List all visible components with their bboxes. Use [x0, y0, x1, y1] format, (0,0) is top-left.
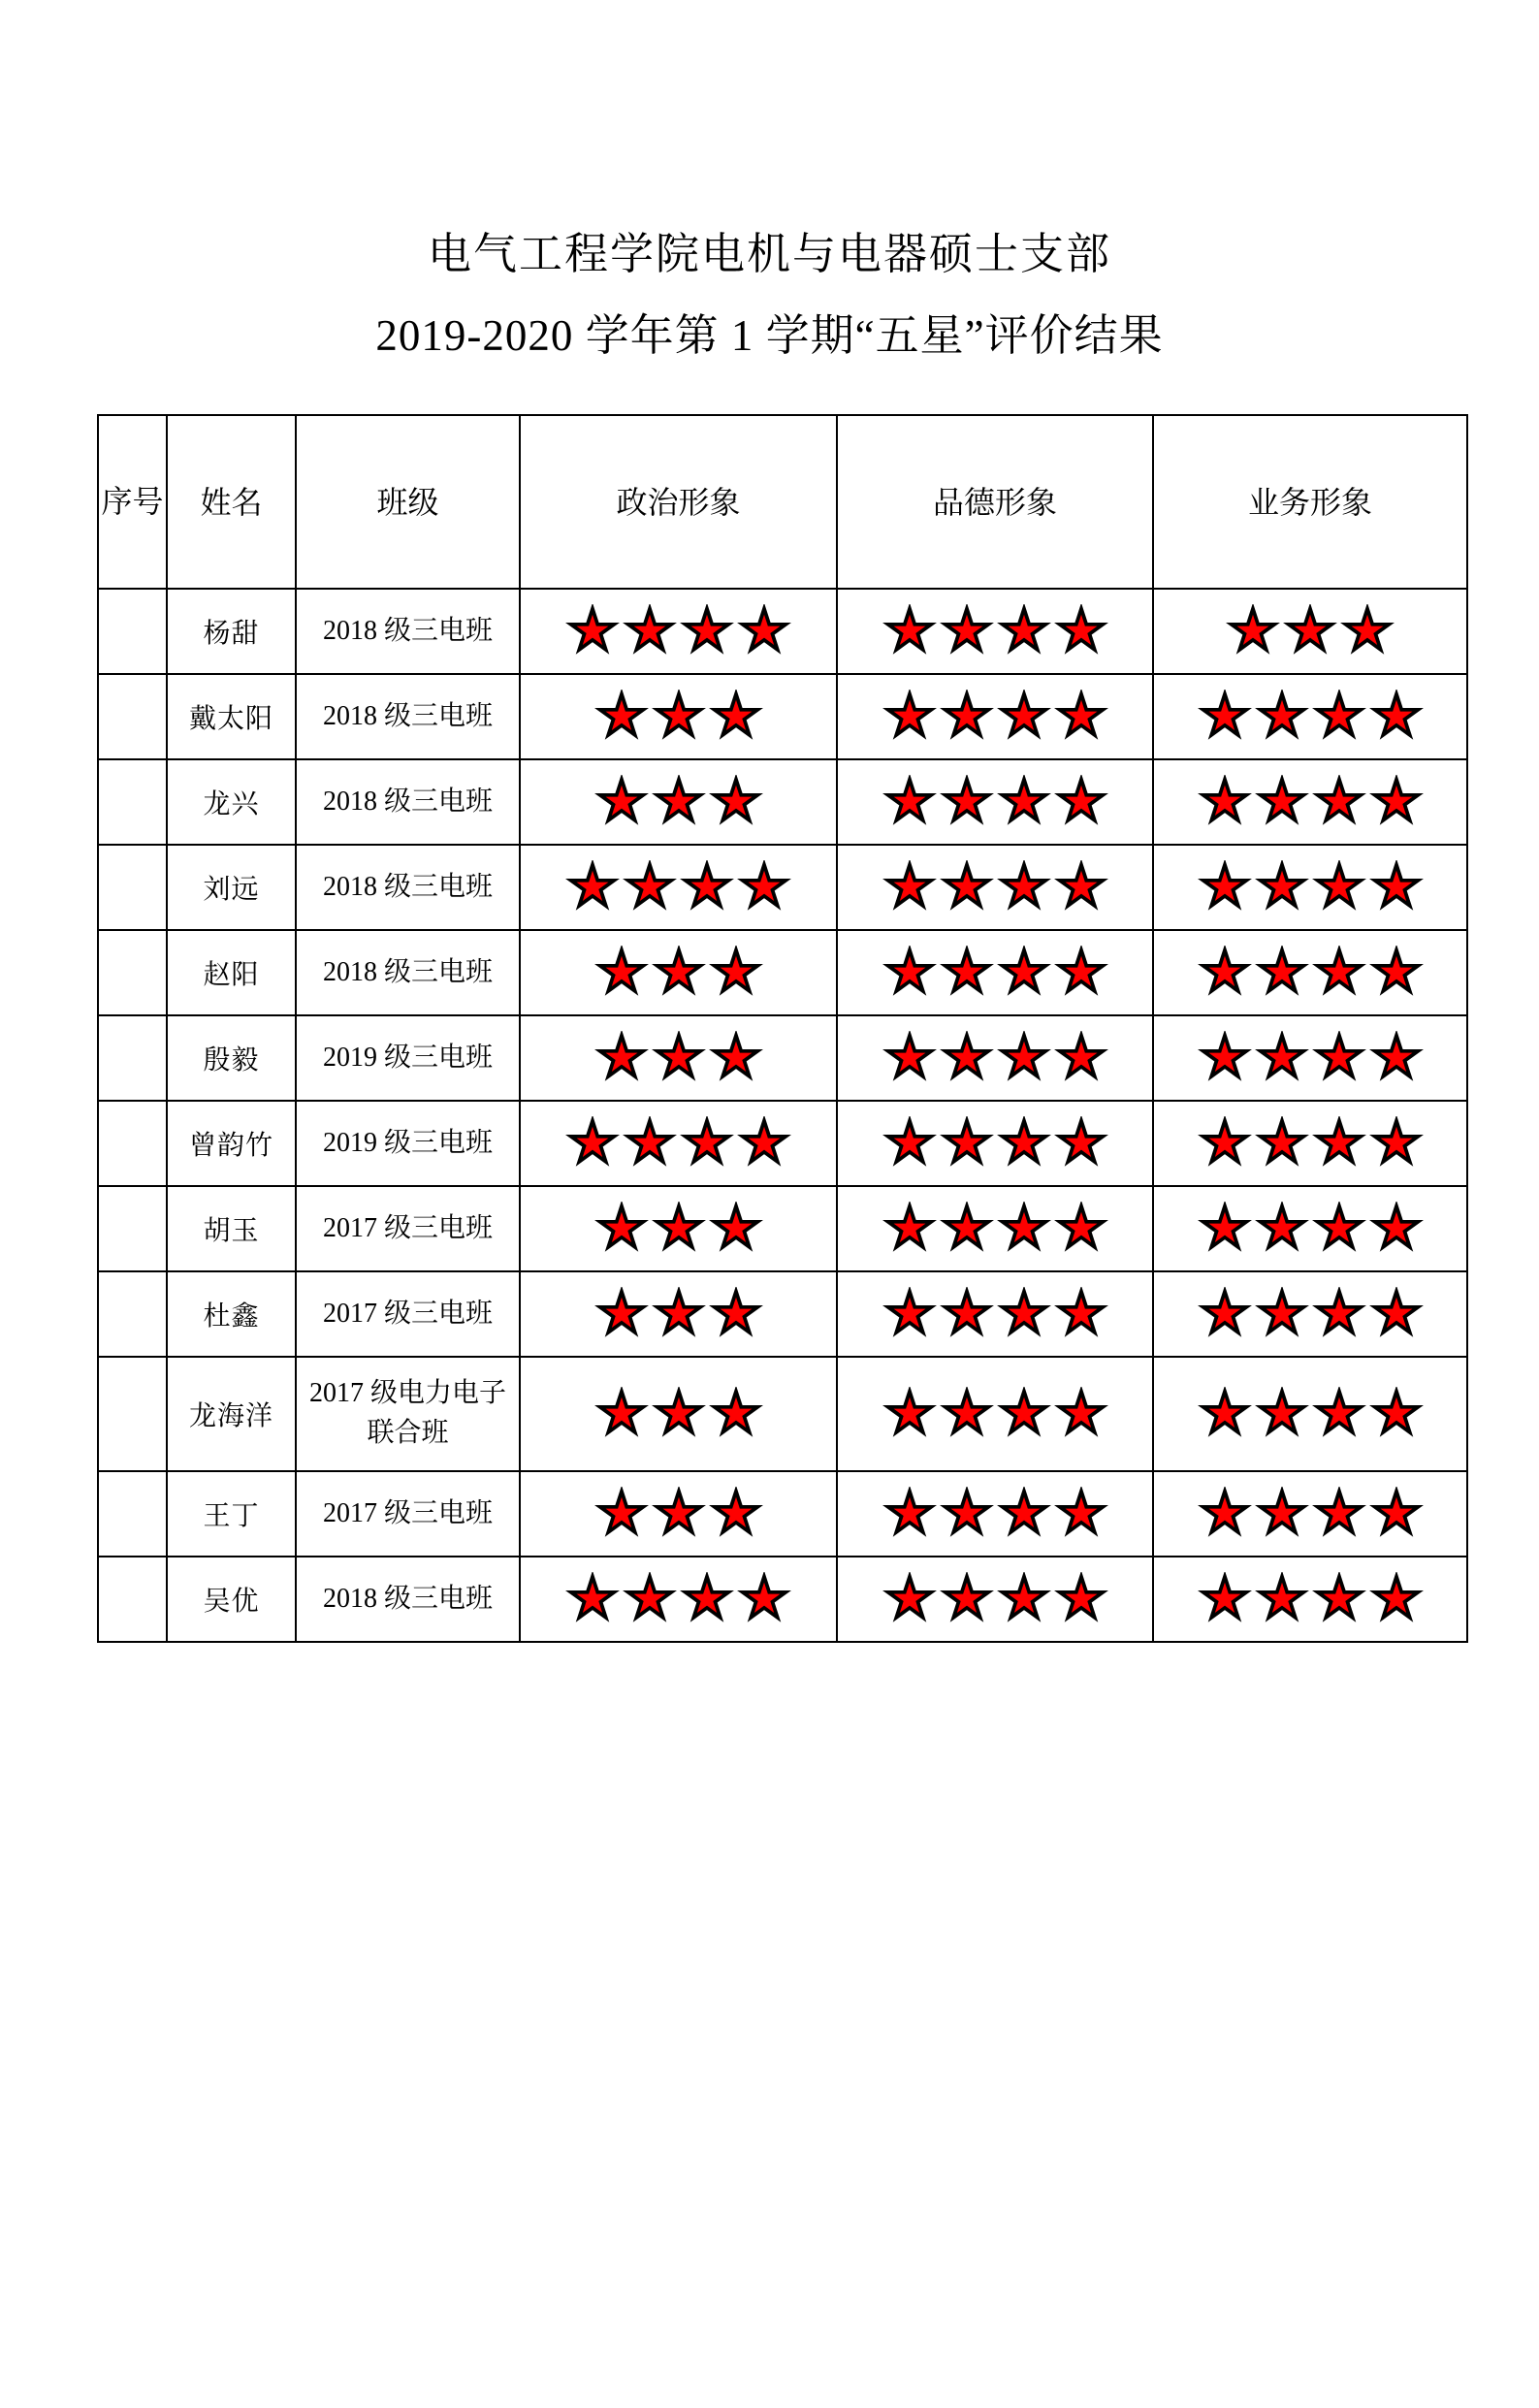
- cell-index: [98, 759, 167, 845]
- star-icon: [623, 1116, 677, 1171]
- star-icon: [709, 1031, 763, 1085]
- star-icon: [709, 1487, 763, 1541]
- cell-business-rating: [1153, 1101, 1467, 1186]
- star-icon: [882, 1287, 937, 1341]
- star-icon: [594, 946, 649, 1000]
- star-icon: [940, 1487, 994, 1541]
- star-icon: [1054, 1031, 1108, 1085]
- cell-morality-rating: [837, 845, 1153, 930]
- star-icon: [1054, 1387, 1108, 1441]
- cell-name: 龙兴: [167, 759, 296, 845]
- cell-name: 王丁: [167, 1471, 296, 1557]
- star-icon: [737, 604, 791, 658]
- table-header: [98, 415, 1467, 589]
- star-icon: [1369, 1031, 1424, 1085]
- cell-politics-rating: [520, 674, 837, 759]
- cell-business-rating: [1153, 759, 1467, 845]
- star-icon: [997, 1387, 1051, 1441]
- star-icon: [1054, 946, 1108, 1000]
- star-icon: [565, 1116, 620, 1171]
- politics-star-rating: [524, 1031, 833, 1085]
- star-icon: [882, 860, 937, 915]
- morality-star-rating: [841, 1287, 1149, 1341]
- star-icon: [882, 1487, 937, 1541]
- star-icon: [623, 860, 677, 915]
- cell-business-rating: [1153, 1015, 1467, 1101]
- cell-politics-rating: [520, 1557, 837, 1642]
- business-star-rating: [1157, 1387, 1463, 1441]
- cell-morality-rating: [837, 1557, 1153, 1642]
- cell-politics-rating: [520, 1271, 837, 1357]
- cell-morality-rating: [837, 674, 1153, 759]
- cell-name: 赵阳: [167, 930, 296, 1015]
- cell-class: 2017 级三电班: [296, 1271, 520, 1357]
- star-icon: [1054, 1202, 1108, 1256]
- star-icon: [1312, 860, 1366, 915]
- star-icon: [709, 1202, 763, 1256]
- star-icon: [1054, 860, 1108, 915]
- star-icon: [652, 946, 706, 1000]
- star-icon: [1369, 1202, 1424, 1256]
- cell-morality-rating: [837, 589, 1153, 674]
- politics-star-rating: [524, 690, 833, 744]
- cell-index: [98, 1015, 167, 1101]
- cell-class: 2018 级三电班: [296, 589, 520, 674]
- cell-name: 胡玉: [167, 1186, 296, 1271]
- cell-index: [98, 589, 167, 674]
- star-icon: [997, 860, 1051, 915]
- business-star-rating: [1157, 946, 1463, 1000]
- star-icon: [1054, 1287, 1108, 1341]
- star-icon: [1255, 946, 1309, 1000]
- star-icon: [997, 775, 1051, 829]
- star-icon: [1198, 690, 1252, 744]
- cell-class: 2018 级三电班: [296, 674, 520, 759]
- cell-index: [98, 1271, 167, 1357]
- cell-morality-rating: [837, 1471, 1153, 1557]
- business-star-rating: [1157, 860, 1463, 915]
- star-icon: [652, 1202, 706, 1256]
- cell-class: 2018 级三电班: [296, 1557, 520, 1642]
- cell-politics-rating: [520, 759, 837, 845]
- table-row: [98, 930, 1467, 1015]
- cell-morality-rating: [837, 1015, 1153, 1101]
- star-icon: [652, 1031, 706, 1085]
- star-icon: [882, 1116, 937, 1171]
- star-icon: [709, 946, 763, 1000]
- business-star-rating: [1157, 690, 1463, 744]
- table-row: [98, 1015, 1467, 1101]
- morality-star-rating: [841, 860, 1149, 915]
- cell-index: [98, 1357, 167, 1471]
- star-icon: [1255, 1031, 1309, 1085]
- star-icon: [1054, 1116, 1108, 1171]
- table-row: [98, 1357, 1467, 1471]
- star-icon: [1369, 860, 1424, 915]
- cell-politics-rating: [520, 1186, 837, 1271]
- cell-class: 2019 级三电班: [296, 1015, 520, 1101]
- star-icon: [1369, 690, 1424, 744]
- morality-star-rating: [841, 690, 1149, 744]
- cell-business-rating: [1153, 1471, 1467, 1557]
- cell-politics-rating: [520, 1015, 837, 1101]
- star-icon: [1198, 1287, 1252, 1341]
- cell-business-rating: [1153, 674, 1467, 759]
- star-icon: [1312, 1487, 1366, 1541]
- star-icon: [594, 775, 649, 829]
- cell-business-rating: [1153, 1357, 1467, 1471]
- politics-star-rating: [524, 1116, 833, 1171]
- star-icon: [1312, 1116, 1366, 1171]
- star-icon: [709, 1287, 763, 1341]
- star-icon: [997, 1287, 1051, 1341]
- cell-name: 刘远: [167, 845, 296, 930]
- star-icon: [652, 1287, 706, 1341]
- star-icon: [737, 1116, 791, 1171]
- politics-star-rating: [524, 1572, 833, 1626]
- star-icon: [940, 946, 994, 1000]
- star-icon: [1312, 1572, 1366, 1626]
- star-icon: [940, 1031, 994, 1085]
- cell-index: [98, 1101, 167, 1186]
- politics-star-rating: [524, 1287, 833, 1341]
- star-icon: [565, 860, 620, 915]
- star-icon: [1255, 1202, 1309, 1256]
- star-icon: [594, 1487, 649, 1541]
- cell-morality-rating: [837, 1186, 1153, 1271]
- star-icon: [882, 1572, 937, 1626]
- cell-politics-rating: [520, 1357, 837, 1471]
- table-row: [98, 1101, 1467, 1186]
- cell-class: 2017 级三电班: [296, 1186, 520, 1271]
- star-icon: [652, 690, 706, 744]
- col-header-index: 序号: [98, 415, 167, 589]
- cell-name: 杨甜: [167, 589, 296, 674]
- cell-morality-rating: [837, 930, 1153, 1015]
- star-icon: [997, 1487, 1051, 1541]
- star-icon: [1255, 1487, 1309, 1541]
- cell-class: 2017 级电力电子联合班: [296, 1357, 520, 1471]
- col-header-business: 业务形象: [1153, 415, 1467, 589]
- star-icon: [652, 1487, 706, 1541]
- cell-name: 杜鑫: [167, 1271, 296, 1357]
- star-icon: [882, 775, 937, 829]
- star-icon: [680, 860, 734, 915]
- cell-politics-rating: [520, 1471, 837, 1557]
- star-icon: [1054, 1487, 1108, 1541]
- star-icon: [940, 690, 994, 744]
- cell-class: 2018 级三电班: [296, 759, 520, 845]
- politics-star-rating: [524, 775, 833, 829]
- business-star-rating: [1157, 1202, 1463, 1256]
- star-icon: [623, 604, 677, 658]
- cell-morality-rating: [837, 1101, 1153, 1186]
- star-icon: [709, 1387, 763, 1441]
- table-row: [98, 589, 1467, 674]
- star-icon: [1198, 860, 1252, 915]
- star-icon: [737, 860, 791, 915]
- cell-morality-rating: [837, 759, 1153, 845]
- business-star-rating: [1157, 604, 1463, 658]
- star-icon: [680, 1572, 734, 1626]
- cell-politics-rating: [520, 1101, 837, 1186]
- star-icon: [997, 1202, 1051, 1256]
- cell-class: 2018 级三电班: [296, 930, 520, 1015]
- politics-star-rating: [524, 946, 833, 1000]
- star-icon: [1312, 1202, 1366, 1256]
- star-icon: [709, 690, 763, 744]
- star-icon: [1198, 1031, 1252, 1085]
- politics-star-rating: [524, 604, 833, 658]
- cell-name: 殷毅: [167, 1015, 296, 1101]
- star-icon: [652, 1387, 706, 1441]
- star-icon: [1255, 860, 1309, 915]
- star-icon: [1255, 775, 1309, 829]
- morality-star-rating: [841, 604, 1149, 658]
- star-icon: [1255, 1387, 1309, 1441]
- star-icon: [1369, 1387, 1424, 1441]
- star-icon: [1255, 1116, 1309, 1171]
- star-icon: [1369, 775, 1424, 829]
- col-header-morality: 品德形象: [837, 415, 1153, 589]
- cell-business-rating: [1153, 930, 1467, 1015]
- star-icon: [737, 1572, 791, 1626]
- star-icon: [594, 1387, 649, 1441]
- star-icon: [1198, 1387, 1252, 1441]
- morality-star-rating: [841, 1202, 1149, 1256]
- star-icon: [1369, 1116, 1424, 1171]
- star-icon: [882, 690, 937, 744]
- star-icon: [997, 1031, 1051, 1085]
- star-icon: [594, 690, 649, 744]
- star-icon: [1312, 1031, 1366, 1085]
- col-header-politics: 政治形象: [520, 415, 837, 589]
- star-icon: [997, 690, 1051, 744]
- star-icon: [882, 1387, 937, 1441]
- morality-star-rating: [841, 1116, 1149, 1171]
- star-icon: [1312, 1287, 1366, 1341]
- star-icon: [1369, 1572, 1424, 1626]
- star-icon: [882, 1031, 937, 1085]
- cell-morality-rating: [837, 1271, 1153, 1357]
- star-icon: [882, 604, 937, 658]
- politics-star-rating: [524, 1487, 833, 1541]
- star-icon: [940, 1572, 994, 1626]
- cell-index: [98, 1471, 167, 1557]
- star-icon: [1054, 775, 1108, 829]
- cell-business-rating: [1153, 1557, 1467, 1642]
- cell-business-rating: [1153, 845, 1467, 930]
- cell-politics-rating: [520, 589, 837, 674]
- header-row: [98, 415, 1467, 589]
- star-icon: [1054, 1572, 1108, 1626]
- star-icon: [1054, 690, 1108, 744]
- cell-class: 2017 级三电班: [296, 1471, 520, 1557]
- star-icon: [997, 1572, 1051, 1626]
- star-icon: [997, 946, 1051, 1000]
- star-icon: [1198, 775, 1252, 829]
- business-star-rating: [1157, 1287, 1463, 1341]
- cell-index: [98, 1186, 167, 1271]
- table-row: [98, 1186, 1467, 1271]
- star-icon: [940, 1116, 994, 1171]
- cell-class: 2018 级三电班: [296, 845, 520, 930]
- star-icon: [594, 1031, 649, 1085]
- page-subtitle: 2019-2020 学年第 1 学期“五星”评价结果: [375, 310, 1164, 360]
- col-header-class: 班级: [296, 415, 520, 589]
- cell-politics-rating: [520, 930, 837, 1015]
- morality-star-rating: [841, 1572, 1149, 1626]
- table-row: [98, 1471, 1467, 1557]
- star-icon: [1255, 1572, 1309, 1626]
- table-row: [98, 759, 1467, 845]
- star-icon: [1283, 604, 1337, 658]
- cell-name: 曾韵竹: [167, 1101, 296, 1186]
- star-icon: [1255, 690, 1309, 744]
- star-icon: [1198, 1572, 1252, 1626]
- star-icon: [940, 775, 994, 829]
- star-icon: [1312, 690, 1366, 744]
- star-icon: [882, 946, 937, 1000]
- star-icon: [652, 775, 706, 829]
- star-icon: [1054, 604, 1108, 658]
- star-icon: [1198, 946, 1252, 1000]
- business-star-rating: [1157, 1572, 1463, 1626]
- star-icon: [680, 604, 734, 658]
- cell-index: [98, 1557, 167, 1642]
- star-icon: [940, 1387, 994, 1441]
- col-header-name: 姓名: [167, 415, 296, 589]
- star-icon: [1198, 1487, 1252, 1541]
- star-icon: [1369, 946, 1424, 1000]
- star-icon: [1312, 1387, 1366, 1441]
- cell-morality-rating: [837, 1357, 1153, 1471]
- star-icon: [882, 1202, 937, 1256]
- star-icon: [1226, 604, 1280, 658]
- star-icon: [594, 1202, 649, 1256]
- star-icon: [623, 1572, 677, 1626]
- star-icon: [1369, 1287, 1424, 1341]
- cell-index: [98, 930, 167, 1015]
- cell-index: [98, 845, 167, 930]
- cell-politics-rating: [520, 845, 837, 930]
- star-icon: [1255, 1287, 1309, 1341]
- star-icon: [1198, 1202, 1252, 1256]
- business-star-rating: [1157, 1031, 1463, 1085]
- table-row: [98, 1557, 1467, 1642]
- star-icon: [709, 775, 763, 829]
- star-icon: [565, 604, 620, 658]
- star-icon: [940, 860, 994, 915]
- star-icon: [997, 1116, 1051, 1171]
- star-icon: [594, 1287, 649, 1341]
- cell-name: 戴太阳: [167, 674, 296, 759]
- star-icon: [1340, 604, 1395, 658]
- cell-business-rating: [1153, 1271, 1467, 1357]
- morality-star-rating: [841, 775, 1149, 829]
- star-icon: [1198, 1116, 1252, 1171]
- cell-business-rating: [1153, 589, 1467, 674]
- business-star-rating: [1157, 1116, 1463, 1171]
- morality-star-rating: [841, 1031, 1149, 1085]
- politics-star-rating: [524, 860, 833, 915]
- cell-index: [98, 674, 167, 759]
- cell-name: 吴优: [167, 1557, 296, 1642]
- page-title: 电气工程学院电机与电器硕士支部: [427, 230, 1111, 278]
- cell-name: 龙海洋: [167, 1357, 296, 1471]
- star-icon: [1312, 946, 1366, 1000]
- morality-star-rating: [841, 1487, 1149, 1541]
- evaluation-table: [97, 414, 1468, 1643]
- star-icon: [565, 1572, 620, 1626]
- star-icon: [1369, 1487, 1424, 1541]
- morality-star-rating: [841, 1387, 1149, 1441]
- cell-business-rating: [1153, 1186, 1467, 1271]
- politics-star-rating: [524, 1202, 833, 1256]
- star-icon: [680, 1116, 734, 1171]
- cell-class: 2019 级三电班: [296, 1101, 520, 1186]
- star-icon: [940, 1202, 994, 1256]
- star-icon: [940, 604, 994, 658]
- table-row: [98, 1271, 1467, 1357]
- morality-star-rating: [841, 946, 1149, 1000]
- table-body: [98, 589, 1467, 1642]
- politics-star-rating: [524, 1387, 833, 1441]
- business-star-rating: [1157, 775, 1463, 829]
- table-row: [98, 845, 1467, 930]
- business-star-rating: [1157, 1487, 1463, 1541]
- star-icon: [997, 604, 1051, 658]
- star-icon: [1312, 775, 1366, 829]
- table-row: [98, 674, 1467, 759]
- star-icon: [940, 1287, 994, 1341]
